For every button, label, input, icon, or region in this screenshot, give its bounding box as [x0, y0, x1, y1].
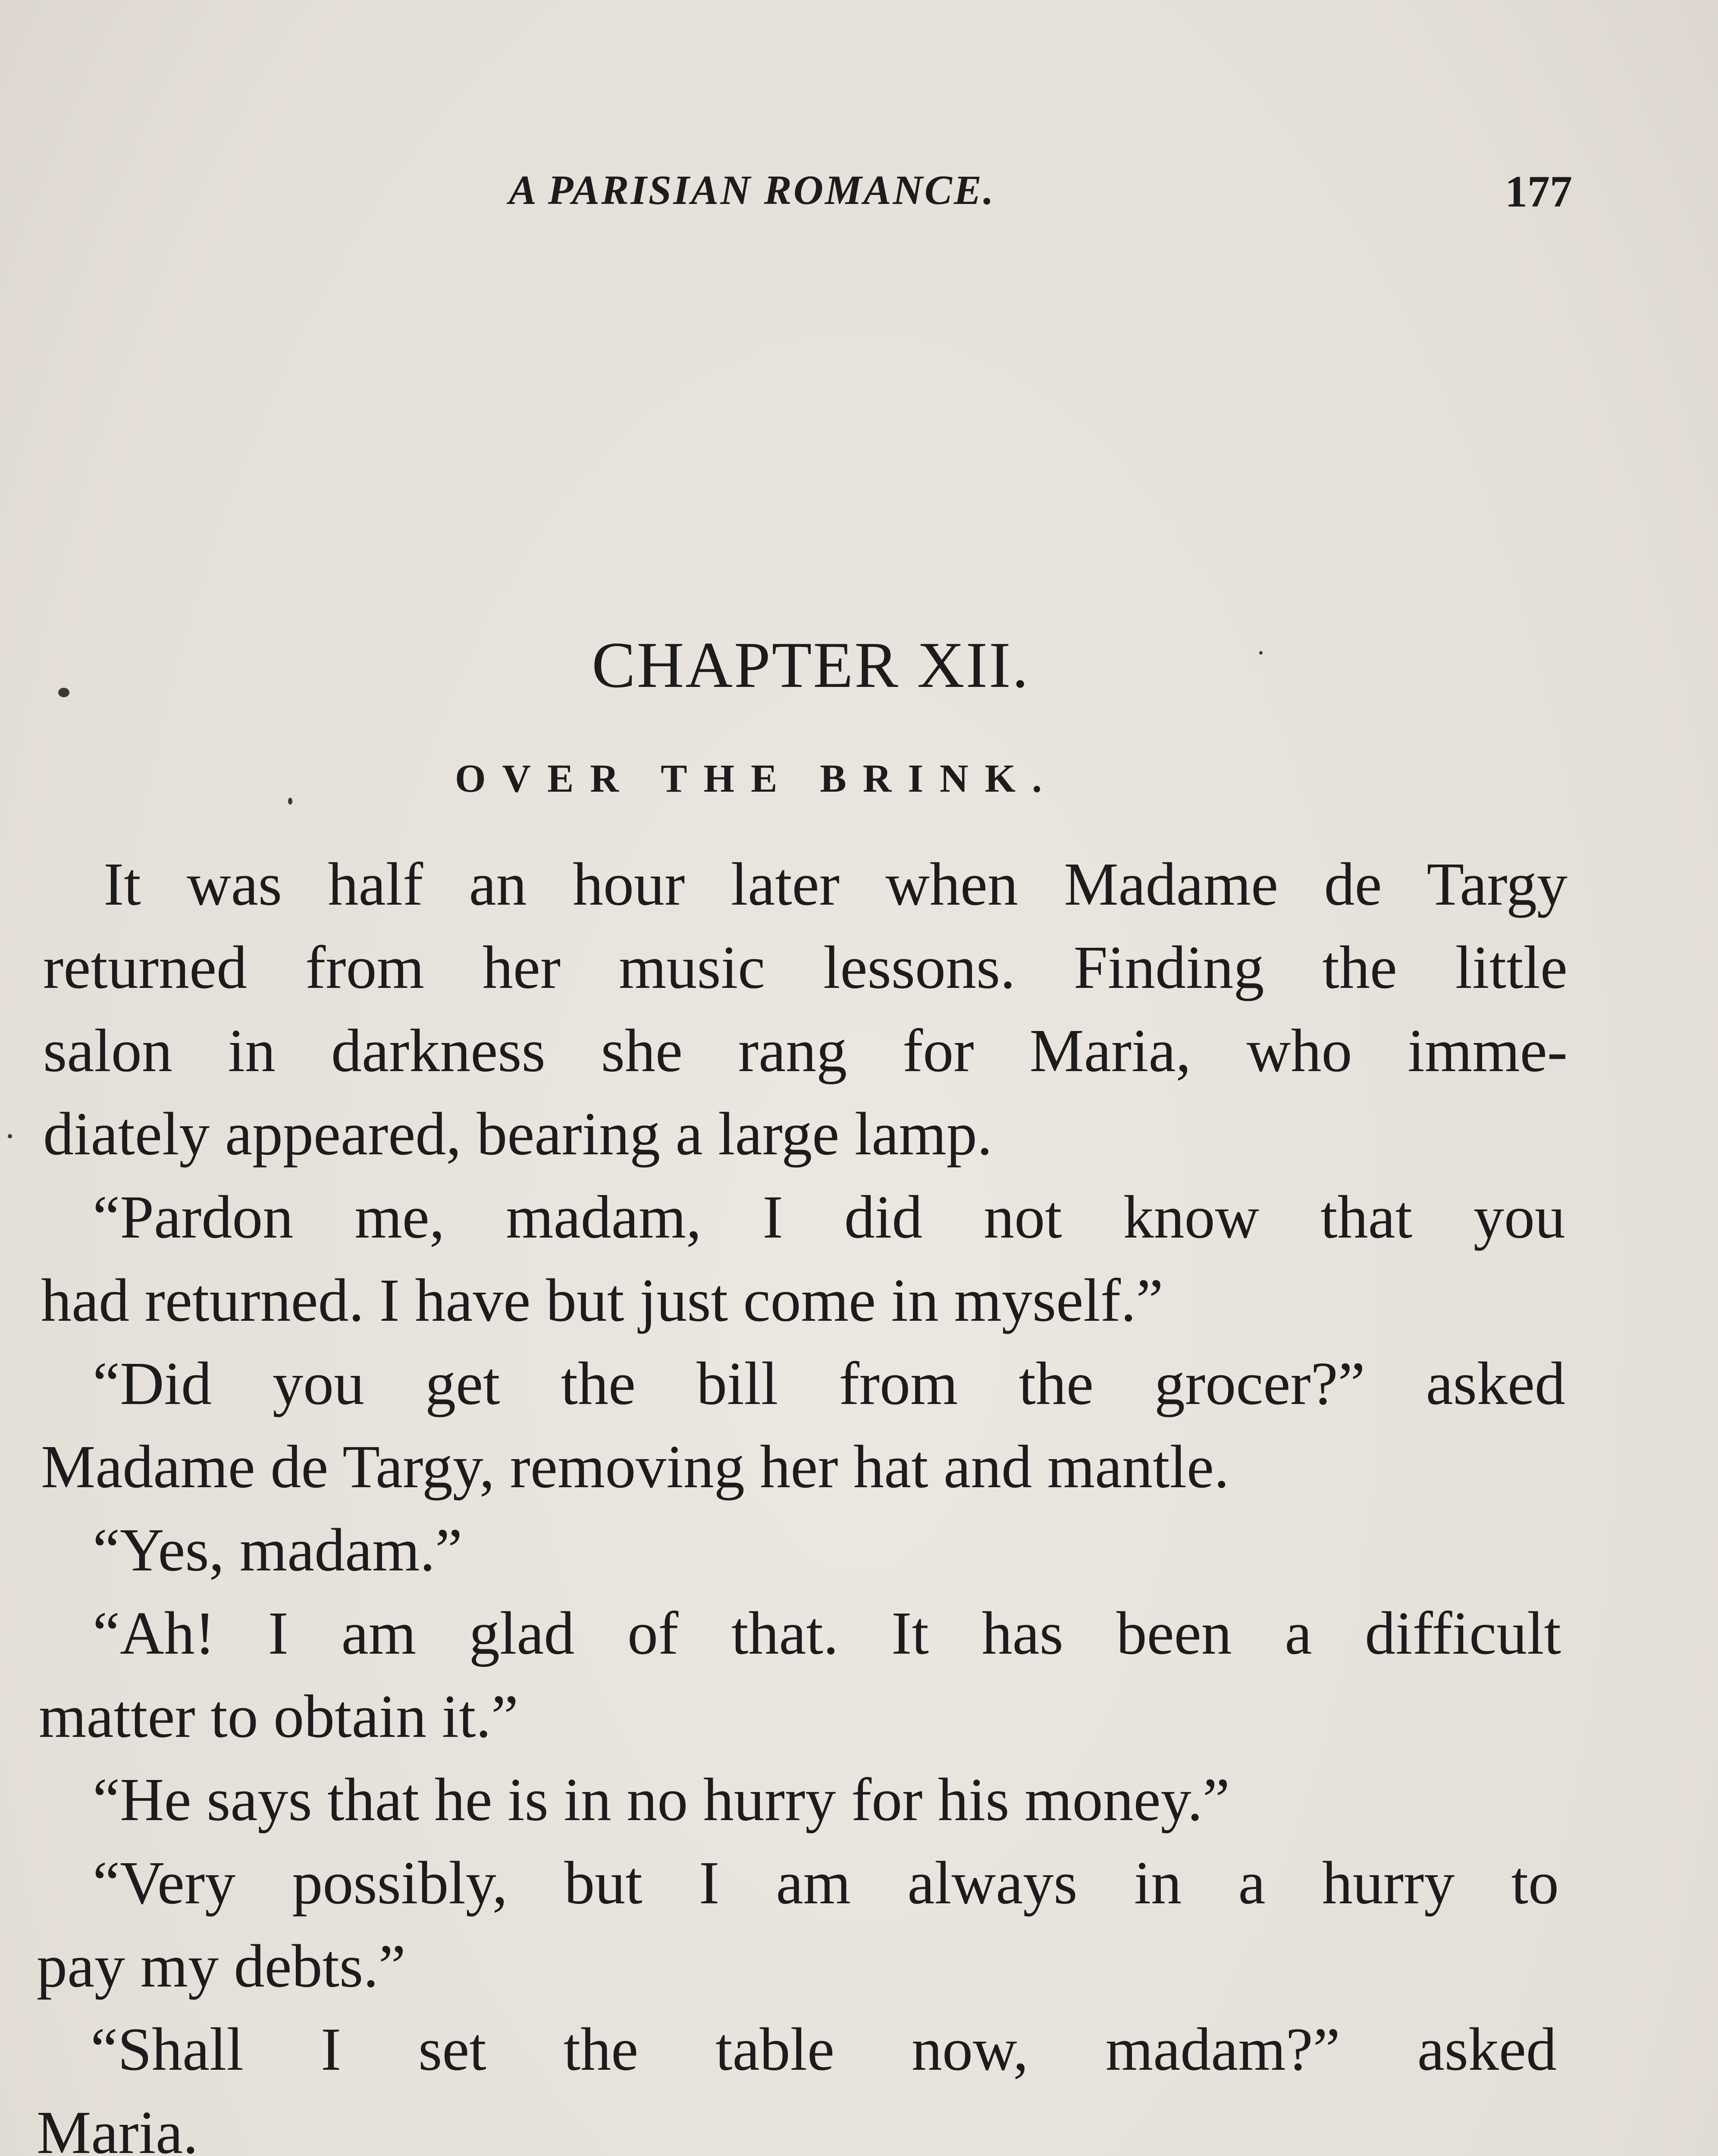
page-number: 177 [1505, 167, 1572, 216]
text-line: had returned. I have but just come in myself.” [41, 1266, 1163, 1334]
text-line: “Very possibly, but I am always in a hurry to [93, 1849, 1559, 1917]
chapter-subtitle: OVER THE BRINK. [455, 756, 1059, 800]
chapter-title: CHAPTER XII. [592, 629, 1030, 701]
text-line: “Yes, madam.” [93, 1516, 463, 1584]
text-line: salon in darkness she rang for Maria, who imme- [43, 1016, 1568, 1084]
text-line: matter to obtain it.” [39, 1682, 519, 1750]
text-line: “Did you get the bill from the grocer?” asked [93, 1349, 1565, 1417]
text-line: It was half an hour later when Madame de Targy [103, 850, 1568, 918]
running-head: A PARISIAN ROMANCE. [509, 167, 995, 213]
text-line: diately appeared, bearing a large lamp. [43, 1100, 993, 1168]
text-line: “He says that he is in no hurry for his money.” [93, 1765, 1230, 1833]
text-line: Maria. [37, 2098, 198, 2156]
ink-speck [288, 798, 292, 805]
text-line: pay my debts.” [37, 1932, 406, 2000]
text-line: “Pardon me, madam, I did not know that you [93, 1183, 1565, 1251]
text-line: “Ah! I am glad of that. It has been a difficult [93, 1599, 1561, 1667]
ink-speck [8, 1134, 12, 1138]
text-line: Madame de Targy, removing her hat and mantle. [41, 1432, 1229, 1501]
text-line: “Shall I set the table now, madam?” asked [91, 2015, 1557, 2083]
text-line: returned from her music lessons. Finding the little [43, 933, 1568, 1001]
